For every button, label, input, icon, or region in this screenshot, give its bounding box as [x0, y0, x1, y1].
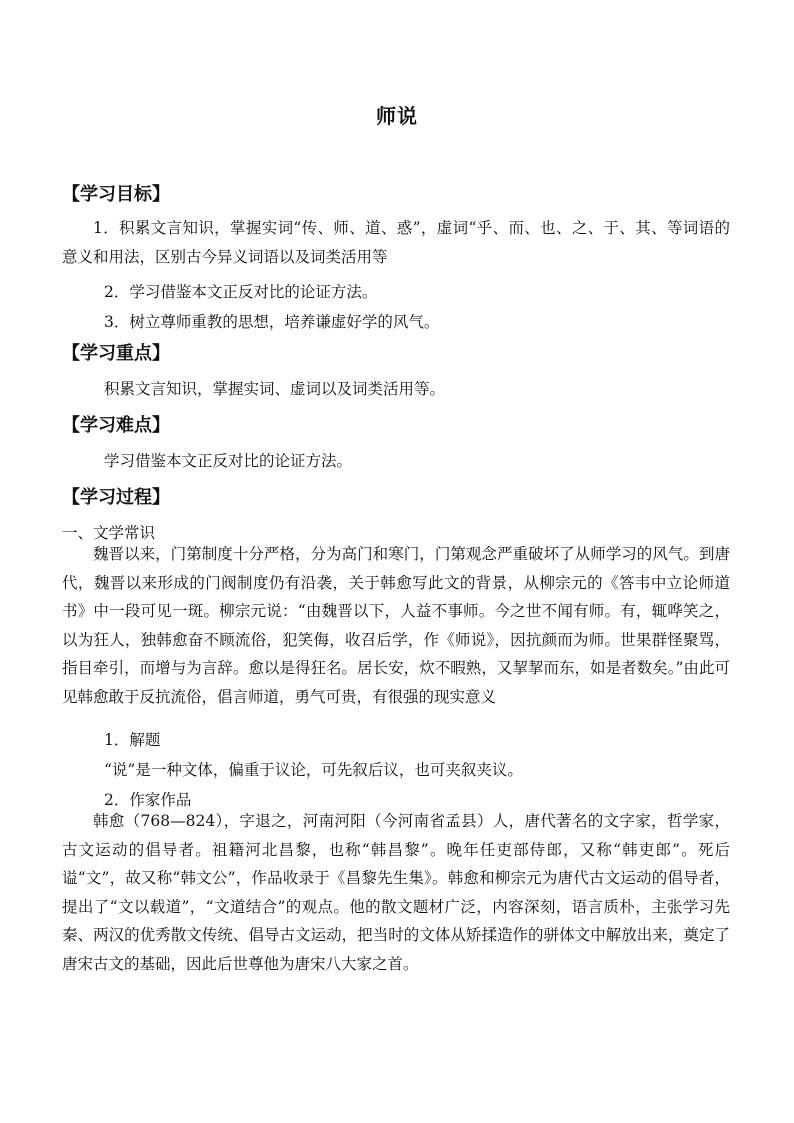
focus-text: 积累文言知识，掌握实词、虚词以及词类活用等。	[104, 380, 446, 398]
sub2-text: 韩愈（768—824），字退之，河南河阳（今河南省孟县）人，唐代著名的文字家，哲学家，古文运动的倡导者。祖籍河北昌黎，也称“韩昌黎”。晚年任吏部侍郎，又称“韩吏郎”。死后谥“文”，故又称“韩文公”，作品收录于《昌黎先生集》。韩愈和柳宗元为唐代古文运动的倡导者，提出了“文以载道”，“文道结合”的观点。他的散文题材广泛，内容深刻，语言质朴，主张学习先秦、两汉的优秀散文传统、倡导古文运动，把当时的文体从矫揉造作的骈体文中解放出来，奠定了唐宋古文的基础，因此后世尊他为唐宋八大家之首。	[62, 812, 730, 973]
sub2-title: 2．作家作品	[104, 791, 192, 809]
section-heading-process: 【学习过程】	[62, 487, 170, 508]
goal-item-2: 2．学习借鉴本文正反对比的论证方法。	[104, 283, 378, 301]
sub1-title: 1．解题	[104, 731, 161, 749]
goal-item-1: 1．积累文言知识，掌握实词“传、师、道、惑”，虚词“乎、而、也、之、于、其、等词语的意义和用法，区别古今异义词语以及词类活用等	[62, 219, 730, 266]
difficulty-text: 学习借鉴本文正反对比的论证方法。	[104, 452, 353, 470]
part1-text: 魏晋以来，门第制度十分严格，分为高门和寒门，门第观念严重破坏了从师学习的风气。到唐代，魏晋以来形成的门阀制度仍有沿袭，关于韩愈写此文的背景，从柳宗元的《答韦中立论师道书》中一段可见一斑。柳宗元说：“由魏晋以下，人益不事师。今之世不闻有师。有，辄哗笑之，以为狂人，独韩愈奋不顾流俗，犯笑侮，收召后学，作《师说》，因抗颜而为师。世果群怪聚骂，指目牵引，而增与为言辞。愈以是得狂名。居长安，炊不暇熟，又挈挈而东，如是者数矣。”由此可见韩愈敢于反抗流俗，倡言师道，勇气可贵，有很强的现实意义	[62, 545, 730, 706]
goal-item-3: 3．树立尊师重教的思想，培养谦虚好学的风气。	[104, 313, 440, 331]
section-heading-focus: 【学习重点】	[62, 343, 170, 364]
sub1-text: “说”是一种文体，偏重于议论，可先叙后议，也可夹叙夹议。	[104, 761, 523, 779]
page-title: 师说	[376, 104, 418, 128]
section-heading-goals: 【学习目标】	[62, 184, 170, 205]
section-heading-difficulty: 【学习难点】	[62, 415, 170, 436]
part1-title: 一、文学常识	[62, 524, 156, 542]
